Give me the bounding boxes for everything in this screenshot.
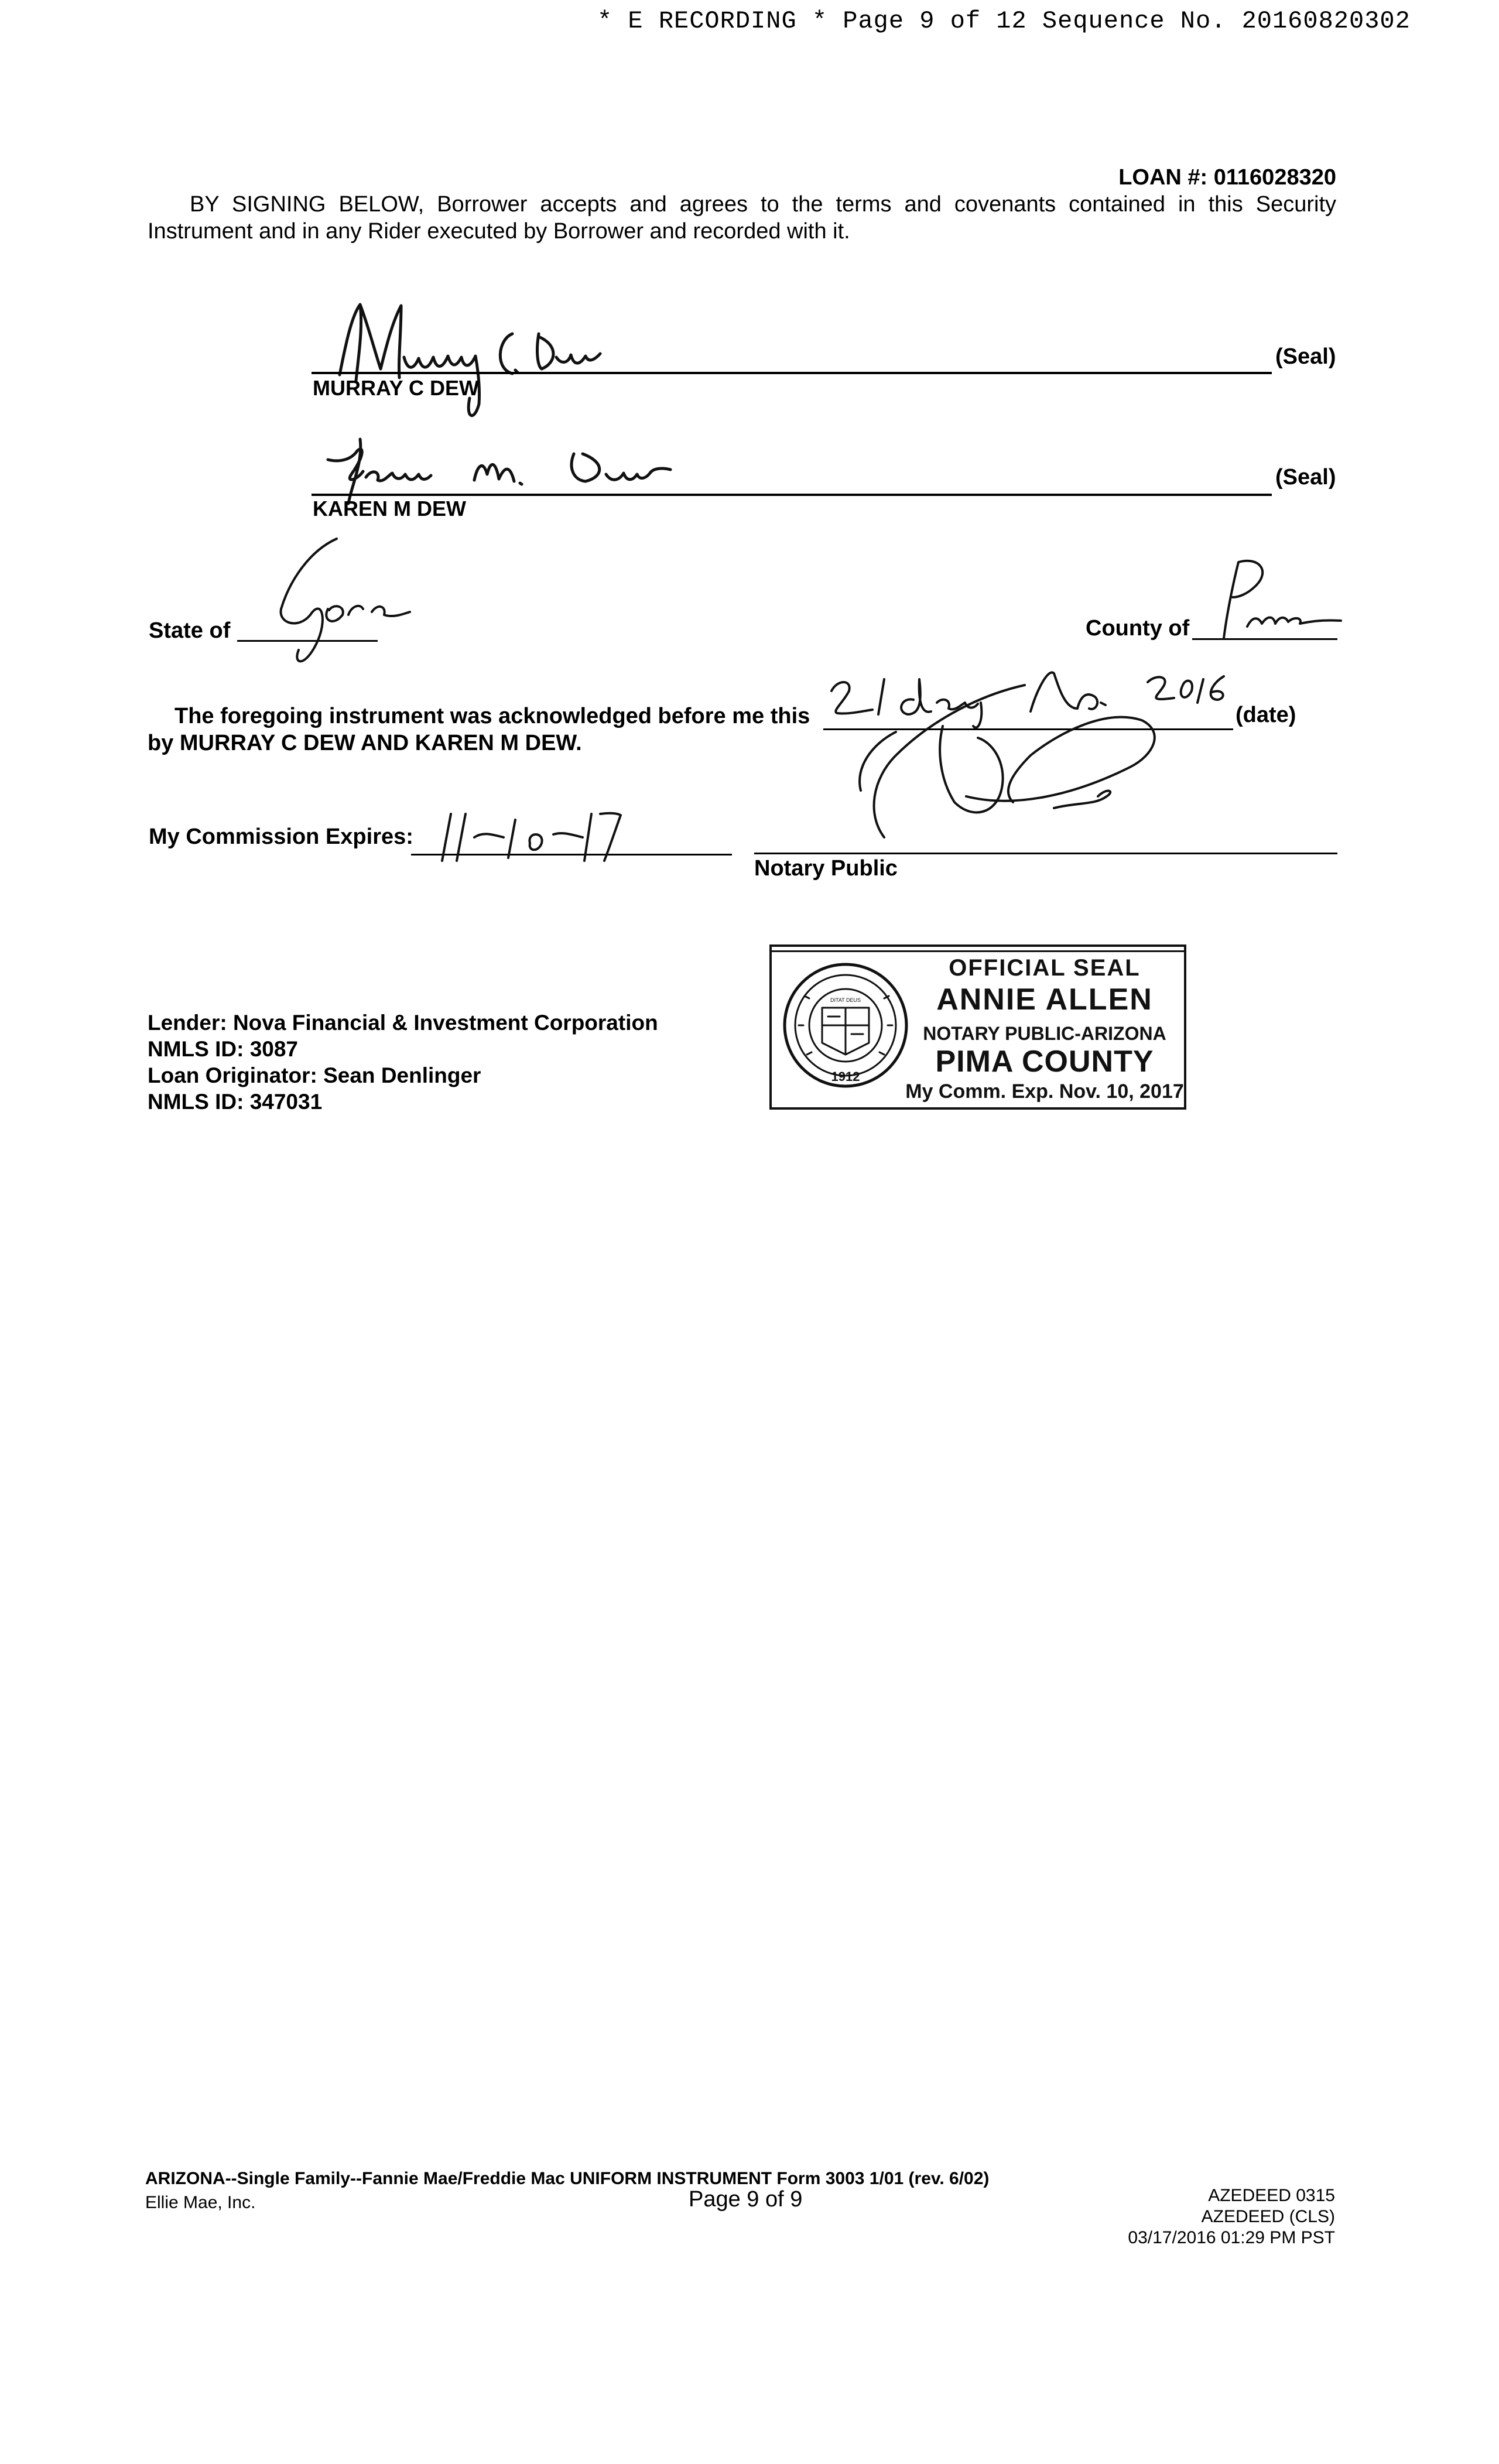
notary-public-label: Notary Public [754, 856, 898, 881]
borrower-1-signature-line [312, 372, 1272, 374]
seal-notary-name: ANNIE ALLEN [936, 983, 1153, 1017]
acknowledgment-line-2: by MURRAY C DEW AND KAREN M DEW. [148, 731, 582, 755]
county-handwritten-value [1206, 550, 1353, 644]
borrower-1-seal-label: (Seal) [1275, 344, 1336, 369]
date-label: (date) [1236, 703, 1296, 727]
borrower-2-name: KAREN M DEW [313, 497, 466, 521]
acknowledgment-line-1: The foregoing instrument was acknowledged before me this [174, 704, 810, 728]
footer-timestamp: 03/17/2016 01:29 PM PST [1128, 2228, 1335, 2247]
footer-page-number: Page 9 of 9 [689, 2187, 803, 2212]
seal-title: OFFICIAL SEAL [949, 955, 1141, 981]
emblem-motto: DITAT DEUS [830, 997, 861, 1003]
intro-paragraph: BY SIGNING BELOW, Borrower accepts and agrees to the terms and covenants contained in this Security Instrument and in any Rider executed by Borrower and recorded with it. [148, 192, 1336, 244]
acknowledgment-text [148, 703, 810, 757]
borrower-2-signature-line [312, 494, 1272, 496]
footer-code-1: AZEDEED 0315 [1208, 2186, 1335, 2205]
loan-originator: Loan Originator: Sean Denlinger [148, 1063, 481, 1087]
footer-codes [1128, 2185, 1335, 2249]
emblem-year: 1912 [831, 1069, 860, 1084]
borrower-1-name: MURRAY C DEW [313, 376, 480, 400]
official-notary-seal [769, 944, 1186, 1110]
seal-county: PIMA COUNTY [935, 1045, 1154, 1079]
county-label: County of [1086, 616, 1190, 641]
footer-vendor: Ellie Mae, Inc. [145, 2193, 256, 2212]
lender-name: Lender: Nova Financial & Investment Corporation [148, 1011, 658, 1035]
footer-form-title: ARIZONA--Single Family--Fannie Mae/Freddie Mac UNIFORM INSTRUMENT Form 3003 1/01 (rev. 6/02) [145, 2169, 990, 2188]
great-seal-emblem [781, 961, 910, 1090]
state-label: State of [149, 618, 231, 643]
commission-handwritten-date [433, 802, 632, 867]
lender-info [148, 1009, 658, 1115]
commission-label: My Commission Expires: [149, 824, 413, 849]
notary-signature [779, 662, 1189, 867]
seal-top-rule [772, 950, 1184, 952]
seal-expiration: My Comm. Exp. Nov. 10, 2017 [905, 1080, 1184, 1103]
borrower-1-signature [304, 293, 656, 433]
seal-notary-role: NOTARY PUBLIC-ARIZONA [923, 1023, 1166, 1044]
recording-stamp: * E RECORDING * Page 9 of 12 Sequence No. 20160820302 [597, 7, 1411, 35]
footer-code-2: AZEDEED (CLS) [1201, 2207, 1335, 2226]
originator-nmls: NMLS ID: 347031 [148, 1090, 323, 1114]
notary-signature-line [754, 853, 1337, 854]
lender-nmls: NMLS ID: 3087 [148, 1037, 299, 1061]
borrower-2-seal-label: (Seal) [1275, 465, 1336, 490]
state-handwritten-value [246, 527, 457, 679]
loan-number: LOAN #: 0116028320 [1118, 165, 1336, 190]
